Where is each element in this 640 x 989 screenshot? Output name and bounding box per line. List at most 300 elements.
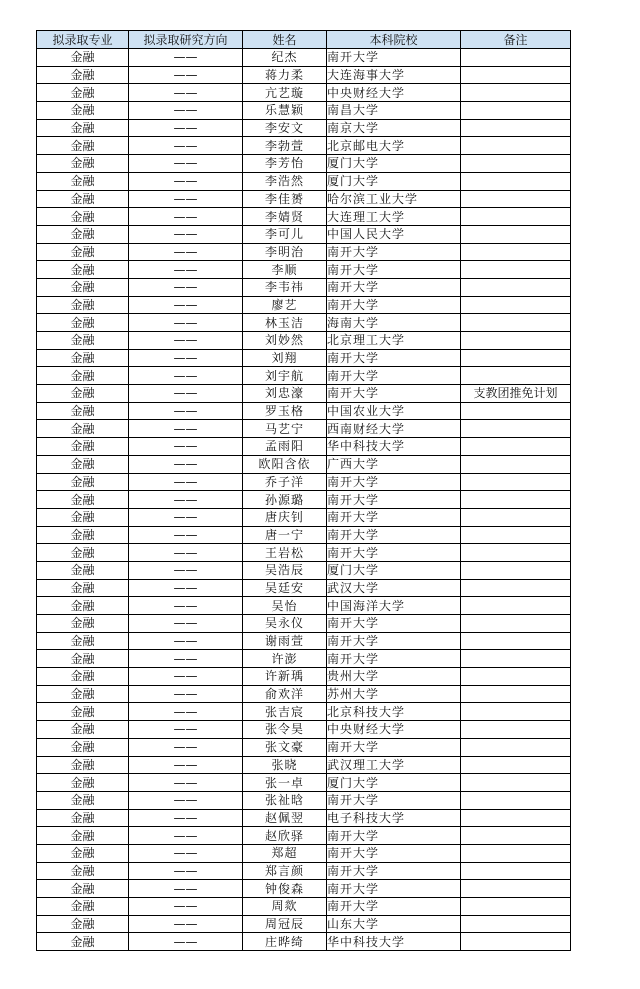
dir-cell: —— (129, 402, 243, 420)
school-cell: 南开大学 (327, 844, 461, 862)
note-cell (461, 703, 571, 721)
school-cell: 南开大学 (327, 49, 461, 67)
major-cell: 金融 (37, 685, 129, 703)
dir-cell: —— (129, 880, 243, 898)
school-cell: 大连理工大学 (327, 208, 461, 226)
major-cell: 金融 (37, 385, 129, 403)
school-cell: 苏州大学 (327, 685, 461, 703)
school-cell: 南开大学 (327, 544, 461, 562)
name-cell: 李浩然 (243, 172, 327, 190)
dir-cell: —— (129, 561, 243, 579)
note-cell (461, 898, 571, 916)
table-row (37, 190, 571, 208)
name-cell: 李佳赟 (243, 190, 327, 208)
table-row (37, 491, 571, 509)
school-cell: 南开大学 (327, 862, 461, 880)
school-cell: 厦门大学 (327, 172, 461, 190)
table-row (37, 137, 571, 155)
major-cell: 金融 (37, 668, 129, 686)
major-cell: 金融 (37, 49, 129, 67)
table-row (37, 349, 571, 367)
table-row (37, 473, 571, 491)
major-cell: 金融 (37, 898, 129, 916)
note-cell (461, 738, 571, 756)
dir-cell: —— (129, 756, 243, 774)
major-cell: 金融 (37, 632, 129, 650)
name-cell: 吴廷安 (243, 579, 327, 597)
table-row (37, 172, 571, 190)
table-row (37, 862, 571, 880)
school-cell: 西南财经大学 (327, 420, 461, 438)
school-cell: 华中科技大学 (327, 438, 461, 456)
dir-cell: —— (129, 827, 243, 845)
name-cell: 张晓 (243, 756, 327, 774)
name-cell: 林玉洁 (243, 314, 327, 332)
school-cell: 厦门大学 (327, 774, 461, 792)
school-cell: 中央财经大学 (327, 721, 461, 739)
name-cell: 张吉宸 (243, 703, 327, 721)
dir-cell: —— (129, 332, 243, 350)
major-cell: 金融 (37, 756, 129, 774)
name-cell: 周冠辰 (243, 915, 327, 933)
school-cell: 华中科技大学 (327, 933, 461, 951)
major-cell: 金融 (37, 703, 129, 721)
dir-cell: —— (129, 791, 243, 809)
note-cell (461, 862, 571, 880)
table-row (37, 756, 571, 774)
name-cell: 亢艺璇 (243, 84, 327, 102)
name-cell: 马艺宁 (243, 420, 327, 438)
major-cell: 金融 (37, 774, 129, 792)
name-cell: 孙源璐 (243, 491, 327, 509)
major-cell: 金融 (37, 615, 129, 633)
name-cell: 吴浩辰 (243, 561, 327, 579)
table-row (37, 332, 571, 350)
dir-cell: —— (129, 137, 243, 155)
table-row (37, 49, 571, 67)
school-cell: 武汉理工大学 (327, 756, 461, 774)
dir-cell: —— (129, 685, 243, 703)
school-cell: 南开大学 (327, 632, 461, 650)
table-row (37, 208, 571, 226)
major-cell: 金融 (37, 561, 129, 579)
major-cell: 金融 (37, 438, 129, 456)
major-cell: 金融 (37, 650, 129, 668)
dir-cell: —— (129, 438, 243, 456)
note-cell (461, 791, 571, 809)
note-cell (461, 721, 571, 739)
note-cell (461, 49, 571, 67)
table-row (37, 774, 571, 792)
table-row (37, 791, 571, 809)
major-cell: 金融 (37, 172, 129, 190)
major-cell: 金融 (37, 155, 129, 173)
major-cell: 金融 (37, 455, 129, 473)
note-cell (461, 508, 571, 526)
table-row (37, 155, 571, 173)
school-cell: 南开大学 (327, 827, 461, 845)
note-cell (461, 650, 571, 668)
note-cell (461, 827, 571, 845)
major-cell: 金融 (37, 208, 129, 226)
major-cell: 金融 (37, 915, 129, 933)
table-row (37, 367, 571, 385)
note-cell (461, 774, 571, 792)
major-cell: 金融 (37, 84, 129, 102)
table-row (37, 526, 571, 544)
school-cell: 厦门大学 (327, 155, 461, 173)
dir-cell: —— (129, 508, 243, 526)
name-cell: 郑超 (243, 844, 327, 862)
school-cell: 北京理工大学 (327, 332, 461, 350)
dir-cell: —— (129, 774, 243, 792)
dir-cell: —— (129, 155, 243, 173)
school-cell: 南昌大学 (327, 102, 461, 120)
note-cell (461, 402, 571, 420)
table-row (37, 278, 571, 296)
name-cell: 乔子洋 (243, 473, 327, 491)
note-cell (461, 915, 571, 933)
major-cell: 金融 (37, 225, 129, 243)
note-cell (461, 597, 571, 615)
note-cell (461, 933, 571, 951)
dir-cell: —— (129, 208, 243, 226)
table-row (37, 119, 571, 137)
dir-cell: —— (129, 544, 243, 562)
name-cell: 吴怡 (243, 597, 327, 615)
name-cell: 赵欣驿 (243, 827, 327, 845)
note-cell (461, 455, 571, 473)
table-row (37, 915, 571, 933)
school-cell: 厦门大学 (327, 561, 461, 579)
dir-cell: —— (129, 296, 243, 314)
table-row (37, 703, 571, 721)
name-cell: 纪杰 (243, 49, 327, 67)
name-cell: 刘翔 (243, 349, 327, 367)
dir-cell: —— (129, 349, 243, 367)
table-row (37, 597, 571, 615)
table-row (37, 844, 571, 862)
school-cell: 南开大学 (327, 367, 461, 385)
school-cell: 电子科技大学 (327, 809, 461, 827)
dir-cell: —— (129, 933, 243, 951)
school-cell: 南开大学 (327, 791, 461, 809)
note-cell (461, 844, 571, 862)
name-cell: 张令昊 (243, 721, 327, 739)
major-cell: 金融 (37, 332, 129, 350)
name-cell: 罗玉格 (243, 402, 327, 420)
dir-cell: —— (129, 526, 243, 544)
name-cell: 李芳怡 (243, 155, 327, 173)
name-cell: 李顺 (243, 261, 327, 279)
note-cell (461, 190, 571, 208)
name-cell: 刘忠濠 (243, 385, 327, 403)
name-cell: 孟雨阳 (243, 438, 327, 456)
school-cell: 南开大学 (327, 880, 461, 898)
dir-cell: —— (129, 844, 243, 862)
note-cell (461, 420, 571, 438)
dir-cell: —— (129, 650, 243, 668)
note-cell (461, 278, 571, 296)
name-cell: 庄晔绮 (243, 933, 327, 951)
dir-cell: —— (129, 615, 243, 633)
school-cell: 中央财经大学 (327, 84, 461, 102)
note-cell (461, 880, 571, 898)
major-cell: 金融 (37, 349, 129, 367)
school-cell: 南开大学 (327, 349, 461, 367)
name-cell: 廖艺 (243, 296, 327, 314)
note-cell (461, 809, 571, 827)
note-cell (461, 225, 571, 243)
table-row (37, 544, 571, 562)
major-cell: 金融 (37, 278, 129, 296)
dir-cell: —— (129, 172, 243, 190)
major-cell: 金融 (37, 367, 129, 385)
major-cell: 金融 (37, 844, 129, 862)
note-cell (461, 261, 571, 279)
dir-cell: —— (129, 119, 243, 137)
dir-cell: —— (129, 243, 243, 261)
dir-cell: —— (129, 49, 243, 67)
major-cell: 金融 (37, 119, 129, 137)
name-cell: 刘妙然 (243, 332, 327, 350)
table-row (37, 225, 571, 243)
note-cell (461, 349, 571, 367)
name-cell: 李勃萱 (243, 137, 327, 155)
dir-cell: —— (129, 367, 243, 385)
school-cell: 南开大学 (327, 615, 461, 633)
name-cell: 谢雨萱 (243, 632, 327, 650)
table-row (37, 84, 571, 102)
note-cell (461, 438, 571, 456)
school-cell: 南开大学 (327, 278, 461, 296)
school-cell: 哈尔滨工业大学 (327, 190, 461, 208)
note-cell (461, 102, 571, 120)
note-cell (461, 579, 571, 597)
table-row (37, 880, 571, 898)
major-cell: 金融 (37, 261, 129, 279)
note-cell (461, 66, 571, 84)
dir-cell: —— (129, 455, 243, 473)
name-cell: 蒋力柔 (243, 66, 327, 84)
major-cell: 金融 (37, 243, 129, 261)
school-cell: 大连海事大学 (327, 66, 461, 84)
note-cell (461, 668, 571, 686)
table-row (37, 721, 571, 739)
school-cell: 南开大学 (327, 296, 461, 314)
school-cell: 中国农业大学 (327, 402, 461, 420)
major-cell: 金融 (37, 190, 129, 208)
dir-cell: —— (129, 668, 243, 686)
name-cell: 李安文 (243, 119, 327, 137)
note-cell (461, 172, 571, 190)
table-row (37, 898, 571, 916)
table-row (37, 243, 571, 261)
name-cell: 王岩松 (243, 544, 327, 562)
table-row (37, 933, 571, 951)
note-cell (461, 314, 571, 332)
school-cell: 中国人民大学 (327, 225, 461, 243)
school-cell: 北京邮电大学 (327, 137, 461, 155)
note-cell (461, 367, 571, 385)
name-cell: 许新瑀 (243, 668, 327, 686)
note-cell (461, 243, 571, 261)
major-cell: 金融 (37, 544, 129, 562)
major-cell: 金融 (37, 862, 129, 880)
dir-cell: —— (129, 385, 243, 403)
school-cell: 海南大学 (327, 314, 461, 332)
name-cell: 吴永仪 (243, 615, 327, 633)
name-cell: 刘宇航 (243, 367, 327, 385)
major-cell: 金融 (37, 526, 129, 544)
table-row (37, 314, 571, 332)
table-row (37, 296, 571, 314)
school-cell: 北京科技大学 (327, 703, 461, 721)
school-cell: 南开大学 (327, 738, 461, 756)
dir-cell: —— (129, 898, 243, 916)
school-cell: 南京大学 (327, 119, 461, 137)
school-cell: 广西大学 (327, 455, 461, 473)
note-cell (461, 544, 571, 562)
dir-cell: —— (129, 278, 243, 296)
school-cell: 南开大学 (327, 650, 461, 668)
note-cell (461, 615, 571, 633)
table-row (37, 402, 571, 420)
major-cell: 金融 (37, 880, 129, 898)
header-direction: 拟录取研究方向 (129, 31, 243, 49)
note-cell (461, 84, 571, 102)
dir-cell: —— (129, 420, 243, 438)
table-row (37, 261, 571, 279)
major-cell: 金融 (37, 933, 129, 951)
note-cell (461, 756, 571, 774)
school-cell: 贵州大学 (327, 668, 461, 686)
major-cell: 金融 (37, 137, 129, 155)
table-row (37, 455, 571, 473)
dir-cell: —— (129, 721, 243, 739)
note-cell: 支教团推免计划 (461, 385, 571, 403)
school-cell: 武汉大学 (327, 579, 461, 597)
school-cell: 山东大学 (327, 915, 461, 933)
table-body (37, 49, 571, 951)
header-note: 备注 (461, 31, 571, 49)
major-cell: 金融 (37, 402, 129, 420)
dir-cell: —— (129, 102, 243, 120)
school-cell: 南开大学 (327, 526, 461, 544)
table-row (37, 650, 571, 668)
major-cell: 金融 (37, 827, 129, 845)
dir-cell: —— (129, 491, 243, 509)
note-cell (461, 208, 571, 226)
dir-cell: —— (129, 261, 243, 279)
table-row (37, 508, 571, 526)
note-cell (461, 473, 571, 491)
name-cell: 俞欢洋 (243, 685, 327, 703)
table-row (37, 668, 571, 686)
major-cell: 金融 (37, 597, 129, 615)
table-row (37, 438, 571, 456)
table-row (37, 385, 571, 403)
name-cell: 欧阳含依 (243, 455, 327, 473)
school-cell: 南开大学 (327, 898, 461, 916)
dir-cell: —— (129, 738, 243, 756)
name-cell: 李明治 (243, 243, 327, 261)
major-cell: 金融 (37, 102, 129, 120)
table-header (37, 31, 571, 49)
name-cell: 乐慧颖 (243, 102, 327, 120)
note-cell (461, 491, 571, 509)
note-cell (461, 137, 571, 155)
table-row (37, 827, 571, 845)
name-cell: 唐一宁 (243, 526, 327, 544)
major-cell: 金融 (37, 508, 129, 526)
table-row (37, 738, 571, 756)
major-cell: 金融 (37, 791, 129, 809)
name-cell: 唐庆钊 (243, 508, 327, 526)
note-cell (461, 296, 571, 314)
school-cell: 南开大学 (327, 385, 461, 403)
note-cell (461, 561, 571, 579)
name-cell: 张文豪 (243, 738, 327, 756)
school-cell: 南开大学 (327, 508, 461, 526)
note-cell (461, 155, 571, 173)
name-cell: 许澎 (243, 650, 327, 668)
note-cell (461, 119, 571, 137)
dir-cell: —— (129, 862, 243, 880)
dir-cell: —— (129, 225, 243, 243)
dir-cell: —— (129, 703, 243, 721)
table-row (37, 615, 571, 633)
table-row (37, 66, 571, 84)
name-cell: 周欻 (243, 898, 327, 916)
name-cell: 李韦祎 (243, 278, 327, 296)
note-cell (461, 632, 571, 650)
table-row (37, 809, 571, 827)
dir-cell: —— (129, 314, 243, 332)
note-cell (461, 526, 571, 544)
table-row (37, 102, 571, 120)
name-cell: 郑言颜 (243, 862, 327, 880)
dir-cell: —— (129, 84, 243, 102)
header-school: 本科院校 (327, 31, 461, 49)
name-cell: 张祉晗 (243, 791, 327, 809)
note-cell (461, 685, 571, 703)
major-cell: 金融 (37, 314, 129, 332)
note-cell (461, 332, 571, 350)
table-row (37, 579, 571, 597)
table-row (37, 685, 571, 703)
major-cell: 金融 (37, 420, 129, 438)
table-row (37, 561, 571, 579)
dir-cell: —— (129, 597, 243, 615)
school-cell: 南开大学 (327, 243, 461, 261)
header-row (37, 31, 571, 49)
major-cell: 金融 (37, 491, 129, 509)
major-cell: 金融 (37, 296, 129, 314)
dir-cell: —— (129, 632, 243, 650)
header-name: 姓名 (243, 31, 327, 49)
dir-cell: —— (129, 66, 243, 84)
dir-cell: —— (129, 190, 243, 208)
dir-cell: —— (129, 473, 243, 491)
major-cell: 金融 (37, 579, 129, 597)
dir-cell: —— (129, 809, 243, 827)
major-cell: 金融 (37, 738, 129, 756)
dir-cell: —— (129, 915, 243, 933)
name-cell: 赵佩翌 (243, 809, 327, 827)
school-cell: 南开大学 (327, 491, 461, 509)
name-cell: 李可儿 (243, 225, 327, 243)
